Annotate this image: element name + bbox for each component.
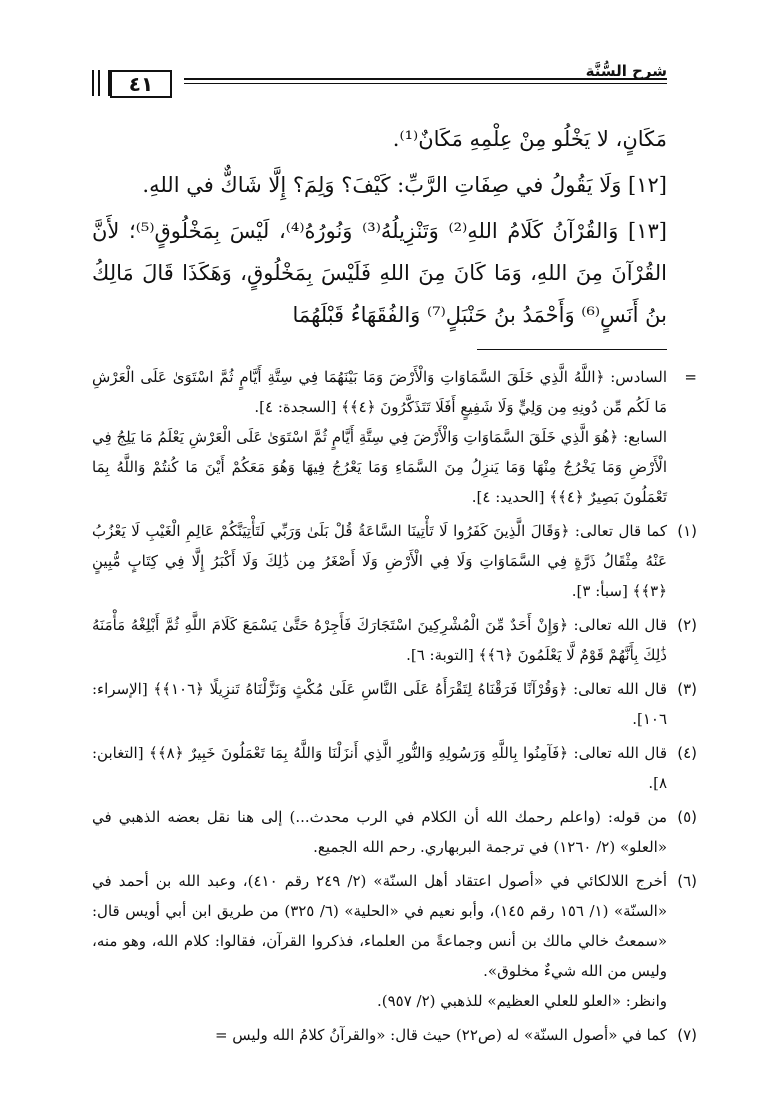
footnote [92, 674, 697, 734]
main-paragraph: [١٣] وَالقُرْآنُ كَلَامُ اللهِ⁽²⁾ وَتَنْزِيلُهُ⁽³⁾ وَنُورُهُ⁽⁴⁾، لَيْسَ بِمَخْلُوقٍ⁽⁵⁾؛ لأَنَّ القُرْآنَ مِنَ اللهِ، وَمَا كَانَ مِنَ اللهِ فَلَيْسَ بِمَخْلُوقٍ، وَهَكَذَا قَالَ مَالِكُ بنُ أَنَسٍ⁽⁶⁾ وَأَحْمَدُ بنُ حَنْبَلٍ⁽⁷⁾ وَالفُقَهَاءُ قَبْلَهُمَا [92, 219, 667, 327]
footnote [92, 1020, 697, 1050]
header-rule-thin [184, 83, 667, 84]
footnote-number: (٧) [677, 1026, 697, 1044]
page-header [92, 58, 667, 98]
footnote-text: السادس: ﴿اللَّهُ الَّذِي خَلَقَ السَّمَاوَاتِ وَالْأَرْضَ وَمَا بَيْنَهُمَا فِي سِتَّةِ أَيَّامٍ ثُمَّ اسْتَوَىٰ عَلَى الْعَرْشِ مَا لَكُم مِّن دُونِهِ مِن وَلِيٍّ وَلَا شَفِيعٍ أَفَلَا تَتَذَكَّرُونَ ﴿٤﴾﴾ [السجدة: ٤]. [92, 368, 667, 416]
footnote-number: (٣) [677, 680, 697, 698]
footnote-text: كما في «أصول السنّة» له (ص٢٢) حيث قال: «والقرآنُ كلامُ الله وليس = [214, 1026, 667, 1044]
footnote [92, 362, 697, 512]
footnote-text: من قوله: (واعلم رحمك الله أن الكلام في الرب محدث...) إلى هنا نقل بعضه الذهبي في «العلو» (٢/ ١٢٦٠) في ترجمة البربهاري. رحم الله الجميع. [92, 808, 667, 856]
footnote-number: = [684, 368, 697, 386]
page-number: ٤١ [110, 70, 172, 98]
main-paragraph: [١٢] وَلَا يَقُولُ في صِفَاتِ الرَّبِّ: كَيْفَ؟ وَلِمَ؟ إِلَّا شَاكٌّ في اللهِ. [142, 173, 667, 197]
footnote [92, 610, 697, 670]
footnote-text: قال الله تعالى: ﴿فَآمِنُوا بِاللَّهِ وَرَسُولِهِ وَالنُّورِ الَّذِي أَنزَلْنَا وَاللَّهُ بِمَا تَعْمَلُونَ خَبِيرٌ ﴿٨﴾﴾ [التغابن: ٨]. [92, 744, 667, 792]
footnote-number: (٦) [677, 872, 697, 890]
footnote-number: (٢) [677, 616, 697, 634]
footnote [92, 738, 697, 798]
footnote [92, 802, 697, 862]
footnote-text: السابع: ﴿هُوَ الَّذِي خَلَقَ السَّمَاوَاتِ وَالْأَرْضَ فِي سِتَّةِ أَيَّامٍ ثُمَّ اسْتَوَىٰ عَلَى الْعَرْشِ يَعْلَمُ مَا يَلِجُ فِي الْأَرْضِ وَمَا يَخْرُجُ مِنْهَا وَمَا يَنزِلُ مِنَ السَّمَاءِ وَمَا يَعْرُجُ فِيهَا وَهُوَ مَعَكُمْ أَيْنَ مَا كُنتُمْ وَاللَّهُ بِمَا تَعْمَلُونَ بَصِيرٌ ﴿٤﴾﴾ [الحديد: ٤]. [92, 428, 667, 506]
book-title: شرح السُّنَّة [585, 62, 667, 80]
footnote-text: قال الله تعالى: ﴿وَقُرْآنًا فَرَقْنَاهُ لِتَقْرَأَهُ عَلَى النَّاسِ عَلَىٰ مُكْثٍ وَنَزَّلْنَاهُ تَنزِيلًا ﴿١٠٦﴾﴾ [الإسراء: ١٠٦]. [92, 680, 667, 728]
header-ornament [92, 70, 110, 96]
footnote-divider-line [477, 349, 667, 350]
header-rule [184, 78, 667, 80]
footnote-number: (١) [677, 522, 697, 540]
footnote [92, 866, 697, 1016]
footnote-text: كما قال تعالى: ﴿وَقَالَ الَّذِينَ كَفَرُوا لَا تَأْتِينَا السَّاعَةُ قُلْ بَلَىٰ وَرَبِّي لَتَأْتِيَنَّكُمْ عَالِمِ الْغَيْبِ لَا يَعْزُبُ عَنْهُ مِثْقَالُ ذَرَّةٍ فِي السَّمَاوَاتِ وَلَا فِي الْأَرْضِ وَلَا أَصْغَرُ مِن ذَٰلِكَ وَلَا أَكْبَرُ إِلَّا فِي كِتَابٍ مُّبِينٍ ﴿٣﴾﴾ [سبأ: ٣]. [92, 522, 667, 600]
footnote [92, 516, 697, 606]
footnote-number: (٤) [677, 744, 697, 762]
footnotes [92, 362, 697, 1054]
footnote-text: أخرج اللالكائي في «أصول اعتقاد أهل السنّة» (٢/ ٢٤٩ رقم ٤١٠)، وعبد الله بن أحمد في «السنّة» (١/ ١٥٦ رقم ١٤٥)، وأبو نعيم في «الحلية» (٦/ ٣٢٥) من طريق ابن أبي أويس قال: «سمعتُ خالي مالك بن أنس وجماعةً من العلماء، فذكروا القرآن، فقالوا: كلام الله، وهو منه، وليس من الله شيءٌ مخلوق». [92, 872, 668, 980]
footnote-text: وانظر: «العلو للعلي العظيم» للذهبي (٢/ ٩٥٧). [376, 992, 667, 1010]
footnote-number: (٥) [677, 808, 697, 826]
main-text [92, 118, 667, 336]
main-paragraph: مَكَانٍ، لا يَخْلُو مِنْ عِلْمِهِ مَكَانٌ⁽¹⁾. [392, 127, 667, 151]
footnote-text: قال الله تعالى: ﴿وَإِنْ أَحَدٌ مِّنَ الْمُشْرِكِينَ اسْتَجَارَكَ فَأَجِرْهُ حَتَّىٰ يَسْمَعَ كَلَامَ اللَّهِ ثُمَّ أَبْلِغْهُ مَأْمَنَهُ ذَٰلِكَ بِأَنَّهُمْ قَوْمٌ لَّا يَعْلَمُونَ ﴿٦﴾﴾ [التوبة: ٦]. [92, 616, 667, 664]
